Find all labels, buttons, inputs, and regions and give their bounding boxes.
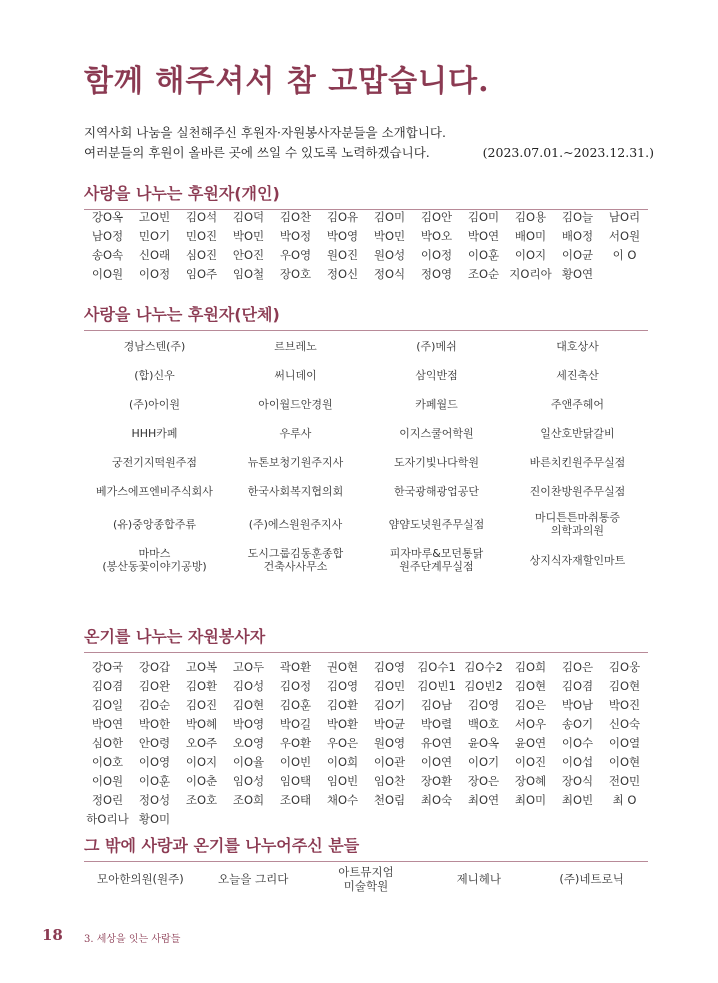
volunteer-name: 김O환 bbox=[326, 698, 359, 712]
group-donor-name: 세진축산 bbox=[556, 369, 599, 382]
other-donor-name: 모아한의원(원주) bbox=[97, 872, 184, 886]
volunteer-name: 박O렬 bbox=[420, 717, 453, 731]
volunteer-name: 송O기 bbox=[561, 717, 594, 731]
group-donor-name: 얌얌도넛원주무실점 bbox=[388, 517, 485, 531]
volunteer-name: 권O현 bbox=[326, 660, 359, 674]
volunteer-name: 천O림 bbox=[373, 793, 406, 807]
donor-name: 김O찬 bbox=[279, 210, 312, 224]
volunteer-name: 최O미 bbox=[514, 793, 547, 807]
group-donor-name: (주)에스원원주지사 bbox=[248, 517, 343, 531]
volunteer-name: 신O숙 bbox=[608, 717, 641, 731]
donor-name: 배O정 bbox=[561, 229, 594, 243]
donor-name: 배O미 bbox=[514, 229, 547, 243]
group-donor-name: 아이월드안경원 bbox=[258, 398, 333, 411]
volunteer-name: 장O은 bbox=[467, 774, 500, 788]
volunteers-list bbox=[84, 658, 648, 829]
volunteer-name: 김O진 bbox=[185, 698, 218, 712]
donor-name: 고O빈 bbox=[138, 210, 171, 224]
donor-name: 조O순 bbox=[467, 267, 500, 281]
group-donor-name: (주)메쉬 bbox=[416, 340, 457, 353]
volunteer-name: 고O두 bbox=[232, 660, 265, 674]
volunteers-heading: 온기를 나누는 자원봉사자 bbox=[84, 624, 648, 653]
volunteer-name: 이O빈 bbox=[279, 755, 312, 769]
volunteer-name: 김O영 bbox=[373, 660, 406, 674]
donor-name: 지O리아 bbox=[509, 267, 552, 281]
individual-donors-heading: 사랑을 나누는 후원자(개인) bbox=[84, 181, 648, 210]
volunteer-name: 김O현 bbox=[514, 679, 547, 693]
volunteer-name: 이O섭 bbox=[561, 755, 594, 769]
donor-name: 김O미 bbox=[467, 210, 500, 224]
donor-name: 김O늘 bbox=[561, 210, 594, 224]
volunteer-name: 박O혜 bbox=[185, 717, 218, 731]
volunteer-name: 이O훈 bbox=[138, 774, 171, 788]
volunteer-name: 유O연 bbox=[420, 736, 453, 750]
volunteer-name: 장O혜 bbox=[514, 774, 547, 788]
donor-name: 이O균 bbox=[561, 248, 594, 262]
volunteer-name: 박O진 bbox=[608, 698, 641, 712]
group-donor-name: 도자기빛나다학원 bbox=[393, 456, 479, 469]
volunteer-name: 조O희 bbox=[232, 793, 265, 807]
volunteer-name: 장O식 bbox=[561, 774, 594, 788]
volunteer-name: 최O연 bbox=[467, 793, 500, 807]
volunteer-name: 김O환 bbox=[185, 679, 218, 693]
volunteer-name: 장O환 bbox=[420, 774, 453, 788]
group-donor-name: 마디튼튼마취통증 의학과의원 bbox=[534, 511, 620, 537]
group-donor-name: HHH카페 bbox=[131, 427, 178, 440]
donor-name: 김O덕 bbox=[232, 210, 265, 224]
volunteer-name: 김O은 bbox=[561, 660, 594, 674]
volunteer-name: 박O길 bbox=[279, 717, 312, 731]
volunteer-name: 전O민 bbox=[608, 774, 641, 788]
donor-name: 장O호 bbox=[279, 267, 312, 281]
donor-name: 원O진 bbox=[326, 248, 359, 262]
group-donor-name: 진이찬방원주무실점 bbox=[529, 485, 626, 498]
group-donor-name: 바른치킨원주무실점 bbox=[529, 456, 626, 469]
donor-name: 안O진 bbox=[232, 248, 265, 262]
group-donor-name: 우루사 bbox=[279, 427, 312, 440]
group-donor-name: 피자마루&모던통닭 원주단계무실점 bbox=[389, 547, 484, 573]
volunteer-name: 김O희 bbox=[514, 660, 547, 674]
other-donor-name: 아트뮤지엄 미술학원 bbox=[338, 865, 394, 893]
volunteer-name: 최O숙 bbox=[420, 793, 453, 807]
volunteer-name: 임O택 bbox=[279, 774, 312, 788]
donor-name: 김O미 bbox=[373, 210, 406, 224]
volunteer-name: 이O관 bbox=[373, 755, 406, 769]
donor-name: 남O정 bbox=[91, 229, 124, 243]
donor-name: 강O옥 bbox=[91, 210, 124, 224]
group-donor-name: (주)아이원 bbox=[128, 398, 181, 411]
group-donor-name: 베가스에프엔비주식회사 bbox=[96, 485, 213, 498]
group-donor-name: 상지식자재할인마트 bbox=[529, 553, 626, 567]
volunteer-name: 곽O환 bbox=[279, 660, 312, 674]
group-donors-heading: 사랑을 나누는 후원자(단체) bbox=[84, 302, 648, 331]
others-heading: 그 밖에 사랑과 온기를 나누어주신 분들 bbox=[84, 833, 648, 862]
volunteer-name: 우O은 bbox=[326, 736, 359, 750]
donor-name: 김O유 bbox=[326, 210, 359, 224]
intro-line-1: 지역사회 나눔을 실천해주신 후원자·자원봉사자분들을 소개합니다. bbox=[84, 125, 446, 140]
volunteer-name: 이O영 bbox=[138, 755, 171, 769]
volunteer-name: 조O호 bbox=[185, 793, 218, 807]
volunteer-name: 우O환 bbox=[279, 736, 312, 750]
group-donor-name: (유)중앙종합주류 bbox=[113, 517, 196, 531]
volunteer-name: 이O호 bbox=[91, 755, 124, 769]
donor-name: 정O영 bbox=[420, 267, 453, 281]
volunteer-name: 윤O옥 bbox=[467, 736, 500, 750]
donor-name: 박O연 bbox=[467, 229, 500, 243]
volunteer-name: 최O빈 bbox=[561, 793, 594, 807]
donor-name: 김O석 bbox=[185, 210, 218, 224]
group-donor-name: 주앤주헤어 bbox=[550, 398, 605, 411]
volunteer-name: 이O진 bbox=[514, 755, 547, 769]
volunteer-name: 김O기 bbox=[373, 698, 406, 712]
volunteer-name: 오O영 bbox=[232, 736, 265, 750]
volunteer-name: 박O한 bbox=[138, 717, 171, 731]
volunteer-name: 이O열 bbox=[608, 736, 641, 750]
volunteer-name: 박O영 bbox=[232, 717, 265, 731]
volunteer-name: 이O지 bbox=[185, 755, 218, 769]
volunteer-name: 이O원 bbox=[91, 774, 124, 788]
volunteer-name: 고O복 bbox=[185, 660, 218, 674]
volunteer-name: 박O환 bbox=[326, 717, 359, 731]
other-donor-name: (주)네트로닉 bbox=[559, 872, 624, 886]
donor-name: 우O영 bbox=[279, 248, 312, 262]
volunteer-name: 김O빈2 bbox=[464, 679, 503, 693]
volunteer-name: 채O수 bbox=[326, 793, 359, 807]
donor-name: 이O훈 bbox=[467, 248, 500, 262]
donor-name: 임O주 bbox=[185, 267, 218, 281]
volunteer-name: 이O연 bbox=[420, 755, 453, 769]
volunteer-name: 원O영 bbox=[373, 736, 406, 750]
group-donor-name: 써니데이 bbox=[274, 369, 317, 382]
group-donor-name: 삼익반점 bbox=[415, 369, 458, 382]
donor-name: 이O정 bbox=[420, 248, 453, 262]
group-donor-name: 한국광해광업공단 bbox=[393, 485, 479, 498]
donor-name: 서O원 bbox=[608, 229, 641, 243]
group-donor-name: (합)신우 bbox=[134, 369, 175, 382]
volunteer-name: 임O찬 bbox=[373, 774, 406, 788]
volunteer-name: 김O웅 bbox=[608, 660, 641, 674]
volunteer-name: 정O린 bbox=[91, 793, 124, 807]
donor-name: 이O원 bbox=[91, 267, 124, 281]
volunteer-name: 임O성 bbox=[232, 774, 265, 788]
volunteer-name: 김O현 bbox=[608, 679, 641, 693]
donor-name: 박O정 bbox=[279, 229, 312, 243]
volunteer-name: 김O수1 bbox=[417, 660, 456, 674]
footer-section-label: 3. 세상을 잇는 사람들 bbox=[84, 934, 181, 945]
donor-name: 김O안 bbox=[420, 210, 453, 224]
intro-text bbox=[84, 123, 654, 163]
group-donor-name: 도시그룹김동훈종합 건축사사무소 bbox=[247, 547, 344, 573]
donor-name: 이 O bbox=[612, 248, 637, 262]
volunteer-name: 이O기 bbox=[467, 755, 500, 769]
volunteer-name: 김O일 bbox=[91, 698, 124, 712]
group-donor-name: 이지스쿨어학원 bbox=[399, 427, 474, 440]
donor-name: 박O영 bbox=[326, 229, 359, 243]
donor-name: 박O민 bbox=[232, 229, 265, 243]
group-donor-name: 르브레노 bbox=[274, 340, 317, 353]
volunteer-name: 김O현 bbox=[232, 698, 265, 712]
donor-name: 남O리 bbox=[608, 210, 641, 224]
group-donor-name: 경남스텐(주) bbox=[123, 340, 186, 353]
volunteer-name: 박O남 bbox=[561, 698, 594, 712]
volunteer-name: 이O수 bbox=[561, 736, 594, 750]
volunteer-name: 김O성 bbox=[232, 679, 265, 693]
volunteer-name: 김O정 bbox=[279, 679, 312, 693]
volunteer-name: 이O율 bbox=[232, 755, 265, 769]
volunteer-name: 하O리나 bbox=[86, 812, 129, 826]
volunteer-name: 윤O연 bbox=[514, 736, 547, 750]
donor-name: 김O용 bbox=[514, 210, 547, 224]
donor-name: 송O속 bbox=[91, 248, 124, 262]
group-donor-name: 한국사회복지협의회 bbox=[247, 485, 344, 498]
page-title: 함께 해주셔서 참 고맙습니다. bbox=[84, 64, 490, 99]
donor-name: 이O정 bbox=[138, 267, 171, 281]
volunteer-name: 임O빈 bbox=[326, 774, 359, 788]
volunteer-name: 최 O bbox=[612, 793, 637, 807]
donor-name: 민O진 bbox=[185, 229, 218, 243]
donor-name: 원O성 bbox=[373, 248, 406, 262]
volunteer-name: 이O춘 bbox=[185, 774, 218, 788]
volunteer-name: 이O희 bbox=[326, 755, 359, 769]
donor-name: 이O지 bbox=[514, 248, 547, 262]
group-donor-name: 카페월드 bbox=[415, 398, 458, 411]
volunteer-name: 백O호 bbox=[467, 717, 500, 731]
volunteer-name: 김O민 bbox=[373, 679, 406, 693]
volunteer-name: 김O겸 bbox=[561, 679, 594, 693]
page-number: 18 bbox=[42, 926, 63, 944]
volunteer-name: 황O미 bbox=[138, 812, 171, 826]
volunteer-name: 김O빈1 bbox=[417, 679, 456, 693]
donor-name: 박O오 bbox=[420, 229, 453, 243]
group-donor-name: 대호상사 bbox=[556, 340, 599, 353]
volunteer-name: 안O령 bbox=[138, 736, 171, 750]
donor-name: 정O신 bbox=[326, 267, 359, 281]
volunteer-name: 서O우 bbox=[514, 717, 547, 731]
volunteer-name: 박O연 bbox=[91, 717, 124, 731]
other-donor-name: 제니헤나 bbox=[456, 872, 501, 886]
volunteer-name: 김O겸 bbox=[91, 679, 124, 693]
volunteer-name: 김O남 bbox=[420, 698, 453, 712]
volunteer-name: 오O주 bbox=[185, 736, 218, 750]
group-donor-name: 마마스 (봉산동꽃이야기공방) bbox=[102, 547, 207, 573]
volunteer-name: 강O국 bbox=[91, 660, 124, 674]
group-donor-name: 일산호반닭갈비 bbox=[540, 427, 615, 440]
individual-donors-list bbox=[84, 208, 648, 284]
period-label: (2023.07.01.~2023.12.31.) bbox=[482, 145, 654, 160]
donor-name: 심O진 bbox=[185, 248, 218, 262]
volunteer-name: 김O훈 bbox=[279, 698, 312, 712]
volunteer-name: 김O완 bbox=[138, 679, 171, 693]
volunteer-name: 김O영 bbox=[326, 679, 359, 693]
volunteer-name: 김O순 bbox=[138, 698, 171, 712]
group-donor-name: 뉴톤보청기원주지사 bbox=[247, 456, 344, 469]
volunteer-name: 정O성 bbox=[138, 793, 171, 807]
group-donors-list bbox=[84, 332, 648, 578]
volunteer-name: 김O은 bbox=[514, 698, 547, 712]
donor-name: 박O민 bbox=[373, 229, 406, 243]
volunteer-name: 심O한 bbox=[91, 736, 124, 750]
donor-name: 임O철 bbox=[232, 267, 265, 281]
others-list bbox=[84, 862, 648, 896]
donor-name: 정O식 bbox=[373, 267, 406, 281]
intro-line-2: 여러분들의 후원이 올바른 곳에 쓰일 수 있도록 노력하겠습니다. bbox=[84, 145, 430, 160]
other-donor-name: 오늘을 그리다 bbox=[218, 872, 289, 886]
group-donor-name: 궁전기지떡원주점 bbox=[111, 456, 197, 469]
volunteer-name: 이O현 bbox=[608, 755, 641, 769]
donor-name: 신O래 bbox=[138, 248, 171, 262]
volunteer-name: 조O태 bbox=[279, 793, 312, 807]
donor-name: 민O기 bbox=[138, 229, 171, 243]
volunteer-name: 김O수2 bbox=[464, 660, 503, 674]
volunteer-name: 박O균 bbox=[373, 717, 406, 731]
donor-name: 황O연 bbox=[561, 267, 594, 281]
volunteer-name: 김O영 bbox=[467, 698, 500, 712]
volunteer-name: 강O갑 bbox=[138, 660, 171, 674]
